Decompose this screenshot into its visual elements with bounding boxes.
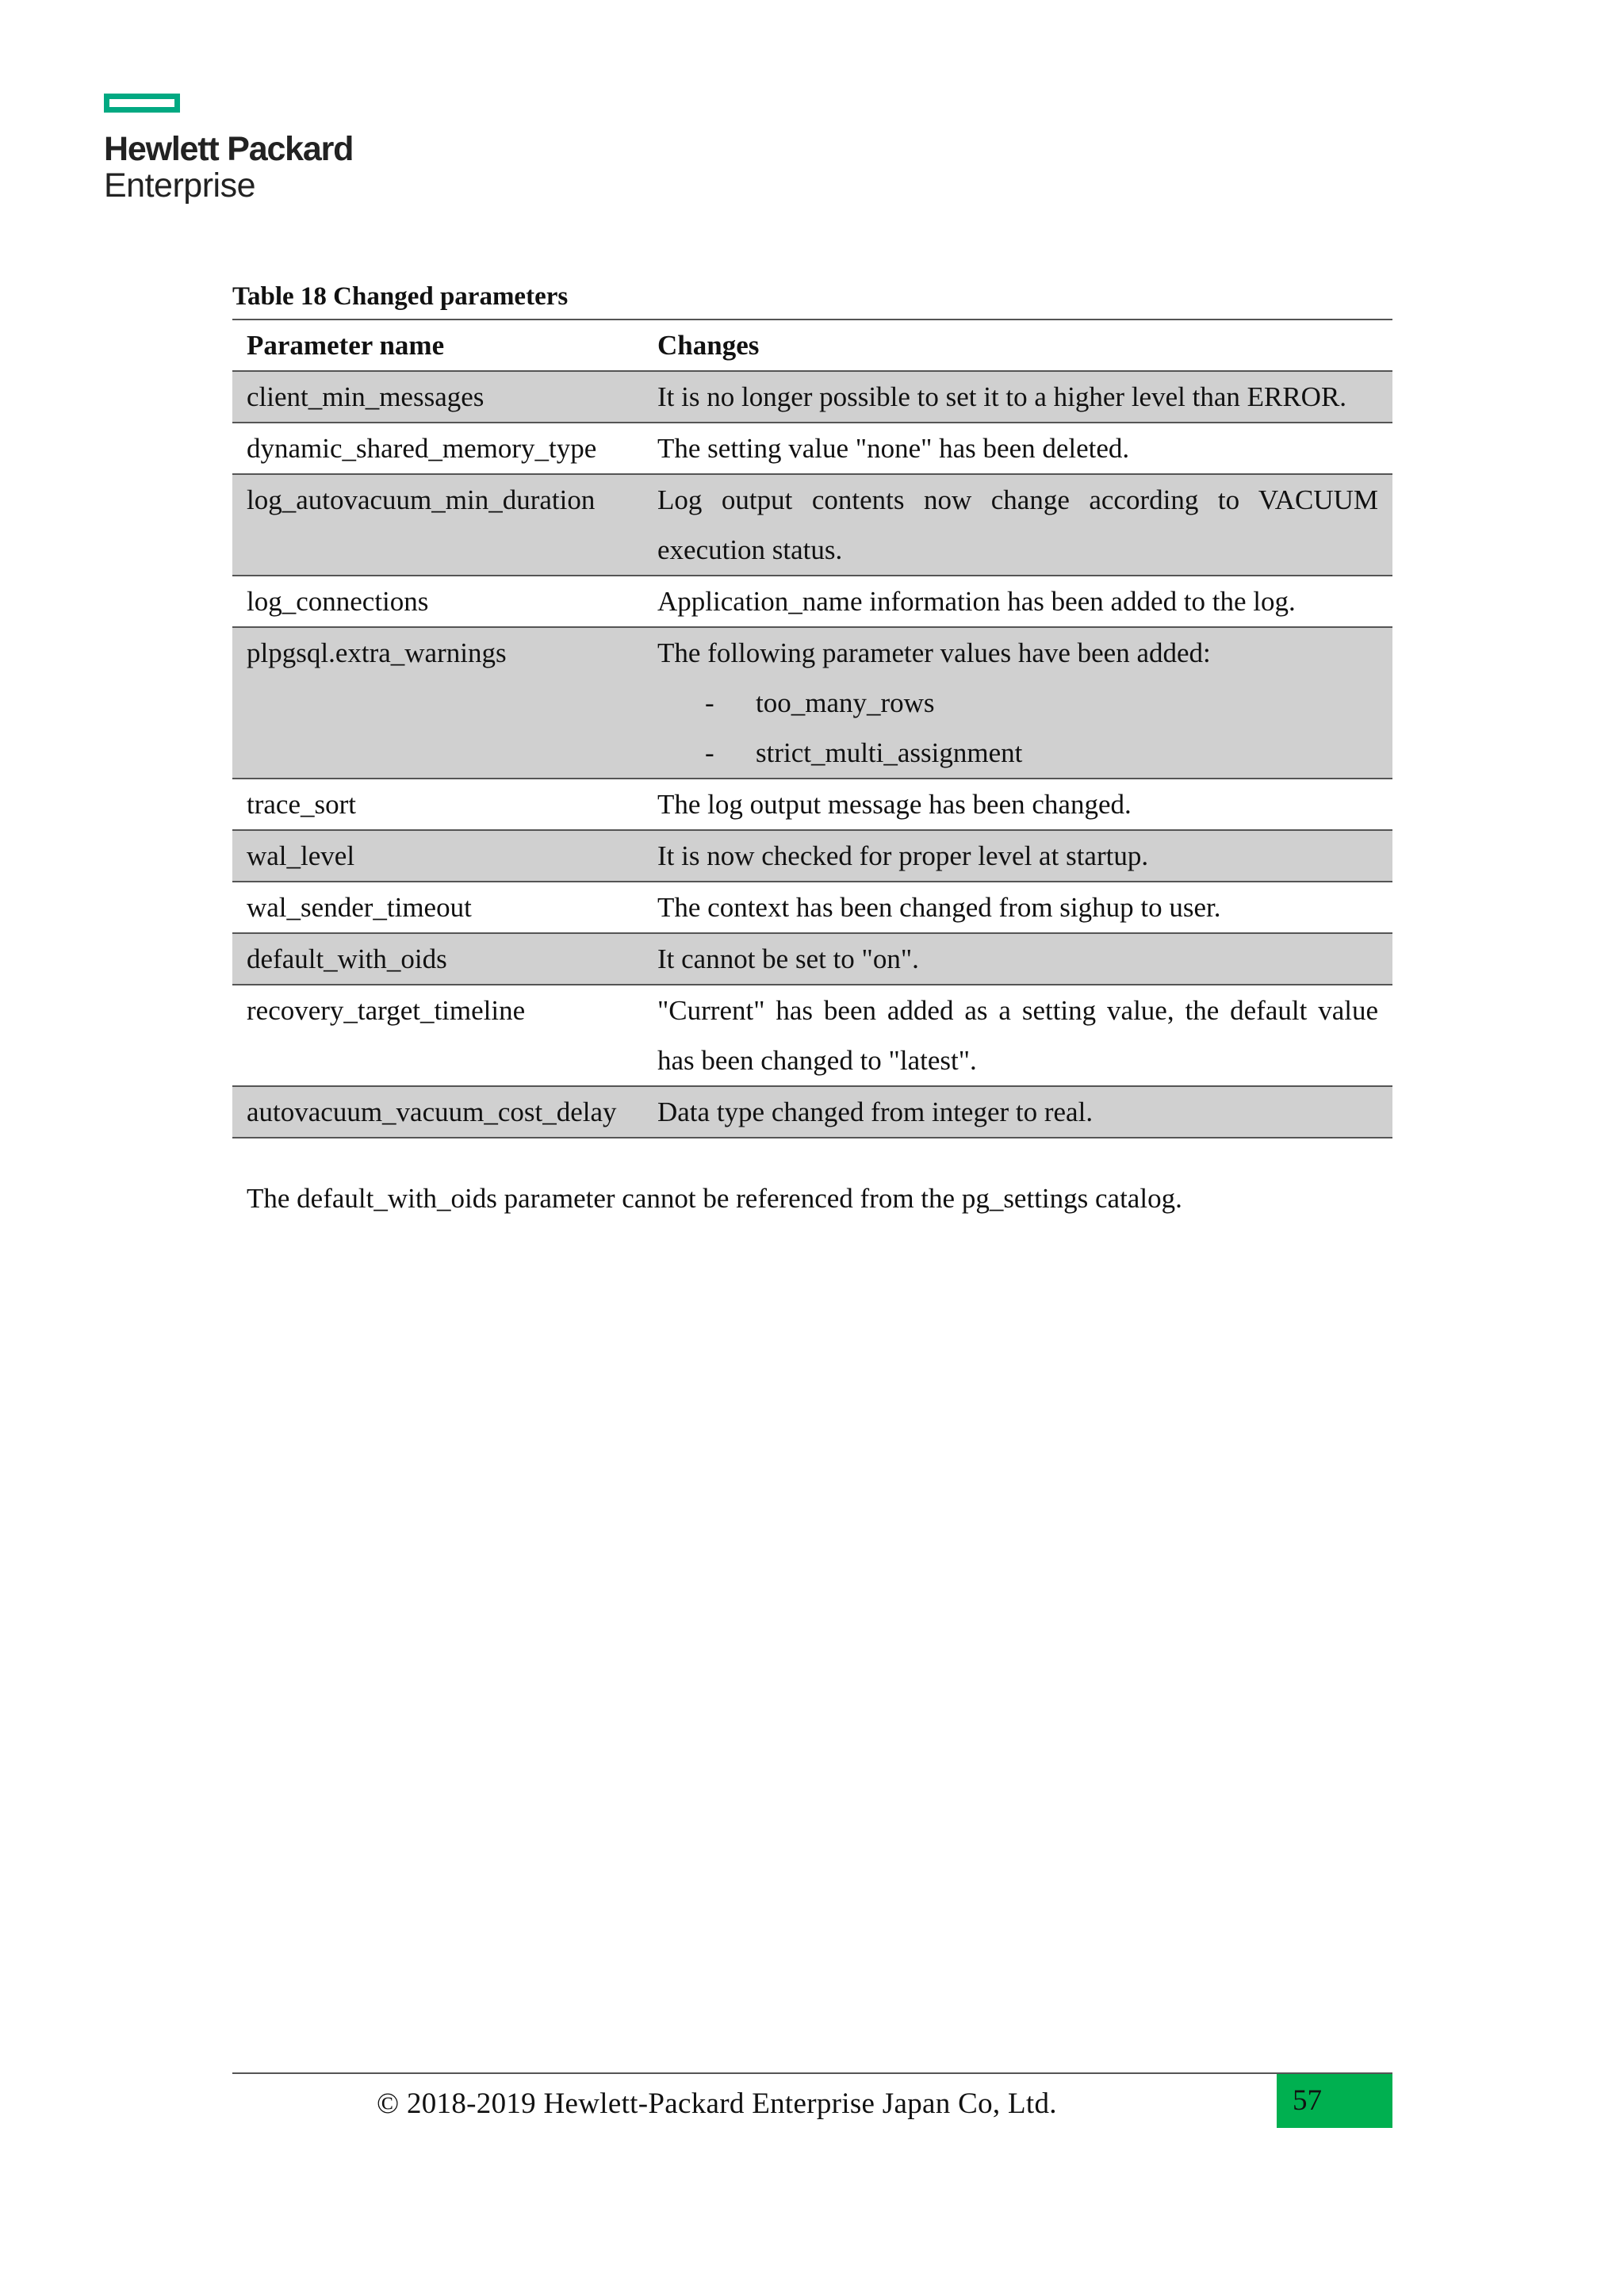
parameter-change: Data type changed from integer to real. xyxy=(643,1086,1392,1138)
table-row xyxy=(232,423,1392,474)
parameter-name: client_min_messages xyxy=(232,371,643,423)
hpe-logo-mark-icon xyxy=(104,94,180,113)
table-row xyxy=(232,779,1392,830)
parameter-change: The log output message has been changed. xyxy=(657,789,1132,820)
hpe-logo xyxy=(104,94,353,205)
parameter-change xyxy=(643,627,1392,779)
body-note: The default_with_oids parameter cannot be referenced from the pg_settings catalog. xyxy=(247,1183,1182,1214)
parameter-change: Log output contents now change according to VACUUM execution status. xyxy=(643,474,1392,576)
parameter-name: default_with_oids xyxy=(232,933,643,985)
table-row xyxy=(232,1086,1392,1138)
parameter-name: log_autovacuum_min_duration xyxy=(232,474,643,576)
parameter-name: wal_level xyxy=(232,830,643,882)
parameter-change: It cannot be set to "on". xyxy=(643,933,1392,985)
parameter-change-intro: The following parameter values have been added: xyxy=(657,637,1211,668)
table-row xyxy=(232,985,1392,1086)
parameter-name: dynamic_shared_memory_type xyxy=(247,433,597,464)
parameter-name: plpgsql.extra_warnings xyxy=(232,627,643,779)
parameter-name: wal_sender_timeout xyxy=(247,892,472,923)
parameter-change: "Current" has been added as a setting value, the default value has been changed to "latest". xyxy=(657,995,1378,1076)
header-parameter-name: Parameter name xyxy=(247,330,445,361)
table-row xyxy=(232,474,1392,576)
list-item-text: too_many_rows xyxy=(756,687,935,718)
page-number-badge: 57 xyxy=(1277,2074,1392,2128)
table-header-row xyxy=(232,320,1392,371)
header-changes: Changes xyxy=(657,330,760,361)
table-row xyxy=(232,371,1392,423)
parameter-name: recovery_target_timeline xyxy=(247,995,526,1026)
table-row xyxy=(232,576,1392,627)
footer-divider xyxy=(232,2072,1392,2074)
table-row xyxy=(232,627,1392,779)
table-row xyxy=(232,882,1392,933)
parameter-change: It is no longer possible to set it to a higher level than ERROR. xyxy=(643,371,1392,423)
changed-parameters-table xyxy=(232,319,1392,1138)
table-row xyxy=(232,830,1392,882)
footer-copyright: © 2018-2019 Hewlett-Packard Enterprise Japan Co, Ltd. xyxy=(377,2087,1057,2120)
parameter-name: log_connections xyxy=(247,586,429,617)
table-row xyxy=(232,933,1392,985)
bullet-dash: - xyxy=(705,737,714,768)
parameter-change: The setting value "none" has been deleted. xyxy=(657,433,1130,464)
list-item xyxy=(657,728,1378,778)
list-item xyxy=(657,678,1378,728)
parameter-name: trace_sort xyxy=(247,789,356,820)
parameter-change: The context has been changed from sighup to user. xyxy=(657,892,1221,923)
parameter-name: autovacuum_vacuum_cost_delay xyxy=(232,1086,643,1138)
logo-text-line2: Enterprise xyxy=(104,166,255,205)
logo-text-line1: Hewlett Packard xyxy=(104,130,354,168)
list-item-text: strict_multi_assignment xyxy=(756,737,1023,768)
bullet-dash: - xyxy=(705,687,714,718)
parameter-change: It is now checked for proper level at startup. xyxy=(643,830,1392,882)
parameter-change: Application_name information has been added to the log. xyxy=(657,586,1296,617)
table-caption: Table 18 Changed parameters xyxy=(232,282,569,311)
